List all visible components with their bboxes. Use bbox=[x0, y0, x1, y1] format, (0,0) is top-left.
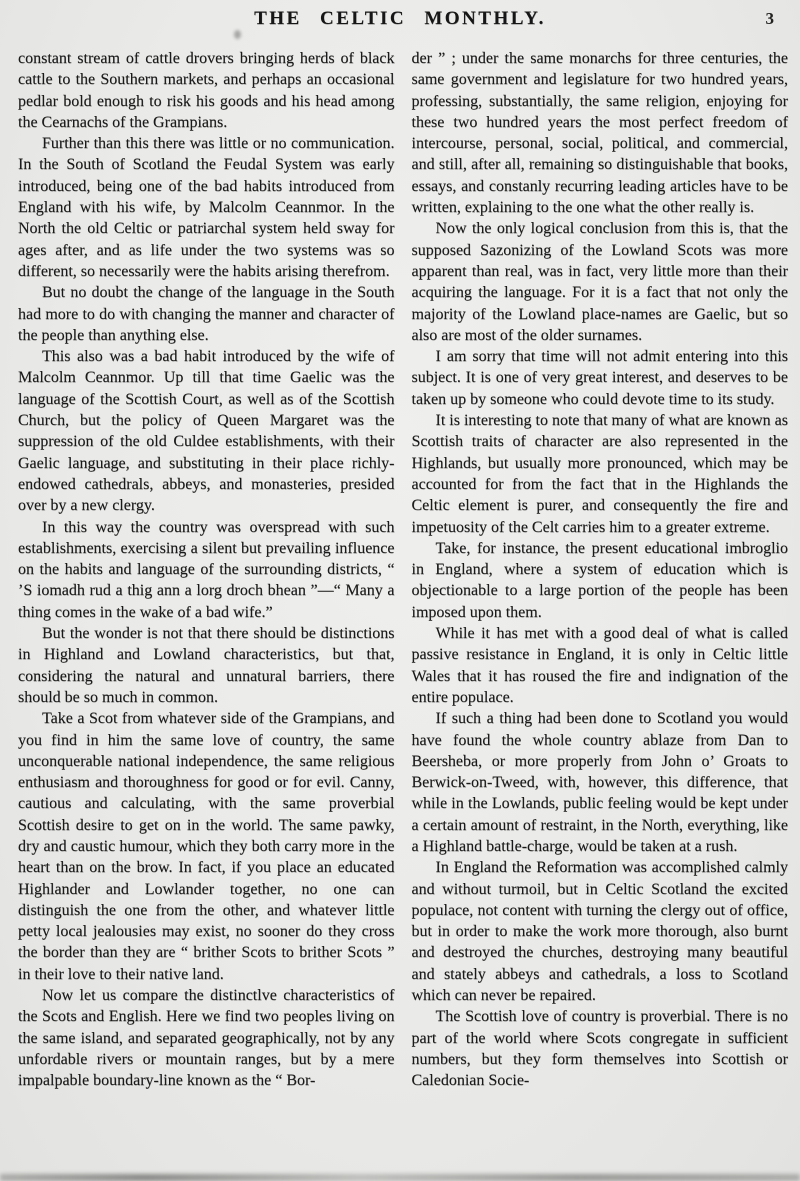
scan-edge-artifact bbox=[0, 1174, 800, 1181]
paragraph: I am sorry that time will not admit entering into this subject. It is one of very great interest, and deserves to be taken up by someone who could devote time to its study. bbox=[411, 348, 788, 408]
article-body bbox=[0, 46, 800, 1092]
scan-speck-artifact bbox=[234, 30, 241, 39]
paragraph: In England the Reformation was accomplished calmly and without turmoil, but in Celtic Scotland the excited populace, not content with turning the clergy out of office, but in order to make the work more thorough, also burnt and destroyed the churches, destroying many beautiful and stately abbeys and cathedrals, a loss to Scotland which can never be repaired. bbox=[411, 859, 788, 1005]
paragraph: Now let us compare the distinctlve characteristics of the Scots and English. Here we find two peoples living on the same island, and separated geographically, not by any unfordable rivers or mountain ranges, but by a mere impalpable boundary-line known as the “ Bor- bbox=[18, 987, 395, 1090]
paragraph: While it has met with a good deal of what is called passive resistance in England, it is only in Celtic little Wales that it has roused the fire and indignation of the entire populace. bbox=[411, 625, 788, 706]
paragraph: This also was a bad habit introduced by the wife of Malcolm Ceannmor. Up till that time Gaelic was the language of the Scottish Court, as well as of the Scottish Church, but the policy of Queen Margaret was the suppression of the old Culdee establishments, with their Gaelic language, and substituting in their place richly-endowed cathedrals, abbeys, and monasteries, presided over by a new clergy. bbox=[18, 348, 395, 515]
paragraph: Further than this there was little or no communication. In the South of Scotland the Feudal System was early introduced, being one of the bad habits introduced from England with his wife, by Malcolm Ceannmor. In the North the old Celtic or patriarchal system held sway for ages after, and as life under the two systems was so different, so necessarily were the habits arising therefrom. bbox=[18, 135, 395, 280]
paragraph: In this way the country was overspread with such establishments, exercising a silent but prevailing influence on the habits and language of the surrounding districts, “ ’S iomadh rud a thig ann a lorg droch bhean ”—“ Many a thing comes in the wake of a bad wife.” bbox=[18, 518, 395, 621]
paragraph: Take, for instance, the present educational imbroglio in England, where a system of education which is objectionable to a large portion of the people has been imposed upon them. bbox=[411, 539, 788, 621]
paragraph: But the wonder is not that there should be distinctions in Highland and Lowland characteristics, but that, considering the natural and unnatural barriers, there should be so much in common. bbox=[18, 625, 395, 706]
right-column bbox=[412, 48, 789, 1092]
paragraph: But no doubt the change of the language in the South had more to do with changing the manner and character of the people than anything else. bbox=[18, 284, 395, 344]
paragraph: Take a Scot from whatever side of the Grampians, and you find in him the same love of country, the same unconquerable national independence, the same religious enthusiasm and thoroughness for good or for evil. Canny, cautious and calculating, with the same proverbial Scottish desire to get on in the world. The same pawky, dry and caustic humour, which they both carry more in the heart than on the brow. In fact, if you place an educated Highlander and Lowlander together, no one can distinguish the one from the other, and whatever little petty local jealousies may exist, no sooner do they cross the border than they are “ brither Scots to brither Scots ” in their love to their native land. bbox=[18, 710, 395, 983]
paragraph: It is interesting to note that many of what are known as Scottish traits of character are also represented in the Highlands, but usually more pronounced, which may be accounted for from the fact that in the Highlands the Celtic element is purer, and consequently the fire and impetuosity of the Celt carries him to a greater extreme. bbox=[411, 412, 788, 536]
paragraph: The Scottish love of country is proverbial. There is no part of the world where Scots congregate in sufficient numbers, but they form themselves into Scottish or Caledonian Socie- bbox=[411, 1008, 788, 1090]
page-title: THE CELTIC MONTHLY. bbox=[254, 8, 546, 29]
paragraph: Now the only logical conclusion from this is, that the supposed Sazonizing of the Lowland Scots was more apparent than real, was in fact, very little more than their acquiring the language. For it is a fact that not only the majority of the Lowland place-names are Gaelic, but so also are most of the older surnames. bbox=[411, 220, 788, 344]
paragraph: der ” ; under the same monarchs for three centuries, the same government and legislature for two hundred years, professing, substantially, the same religion, enjoying for these two hundred years the most perfect freedom of intercourse, personal, social, political, and commercial, and still, after all, remaining so distinguishable that books, essays, and constanly recurring leading articles have to be written, explaining to the one what the other really is. bbox=[411, 50, 788, 217]
left-column bbox=[18, 48, 395, 1092]
paragraph: constant stream of cattle drovers bringing herds of black cattle to the Southern markets, and perhaps an occasional pedlar bold enough to risk his goods and his head among the Cearnachs of the Grampians. bbox=[18, 50, 395, 131]
paragraph: If such a thing had been done to Scotland you would have found the whole country ablaze from Dan to Beersheba, or more properly from John o’ Groats to Berwick-on-Tweed, with, however, this difference, that while in the Lowlands, public feeling would be kept under a certain amount of restraint, in the North, everything, like a Highland battle-charge, would be taken at a rush. bbox=[411, 710, 788, 855]
page-header bbox=[0, 0, 800, 46]
page-number: 3 bbox=[765, 9, 774, 28]
